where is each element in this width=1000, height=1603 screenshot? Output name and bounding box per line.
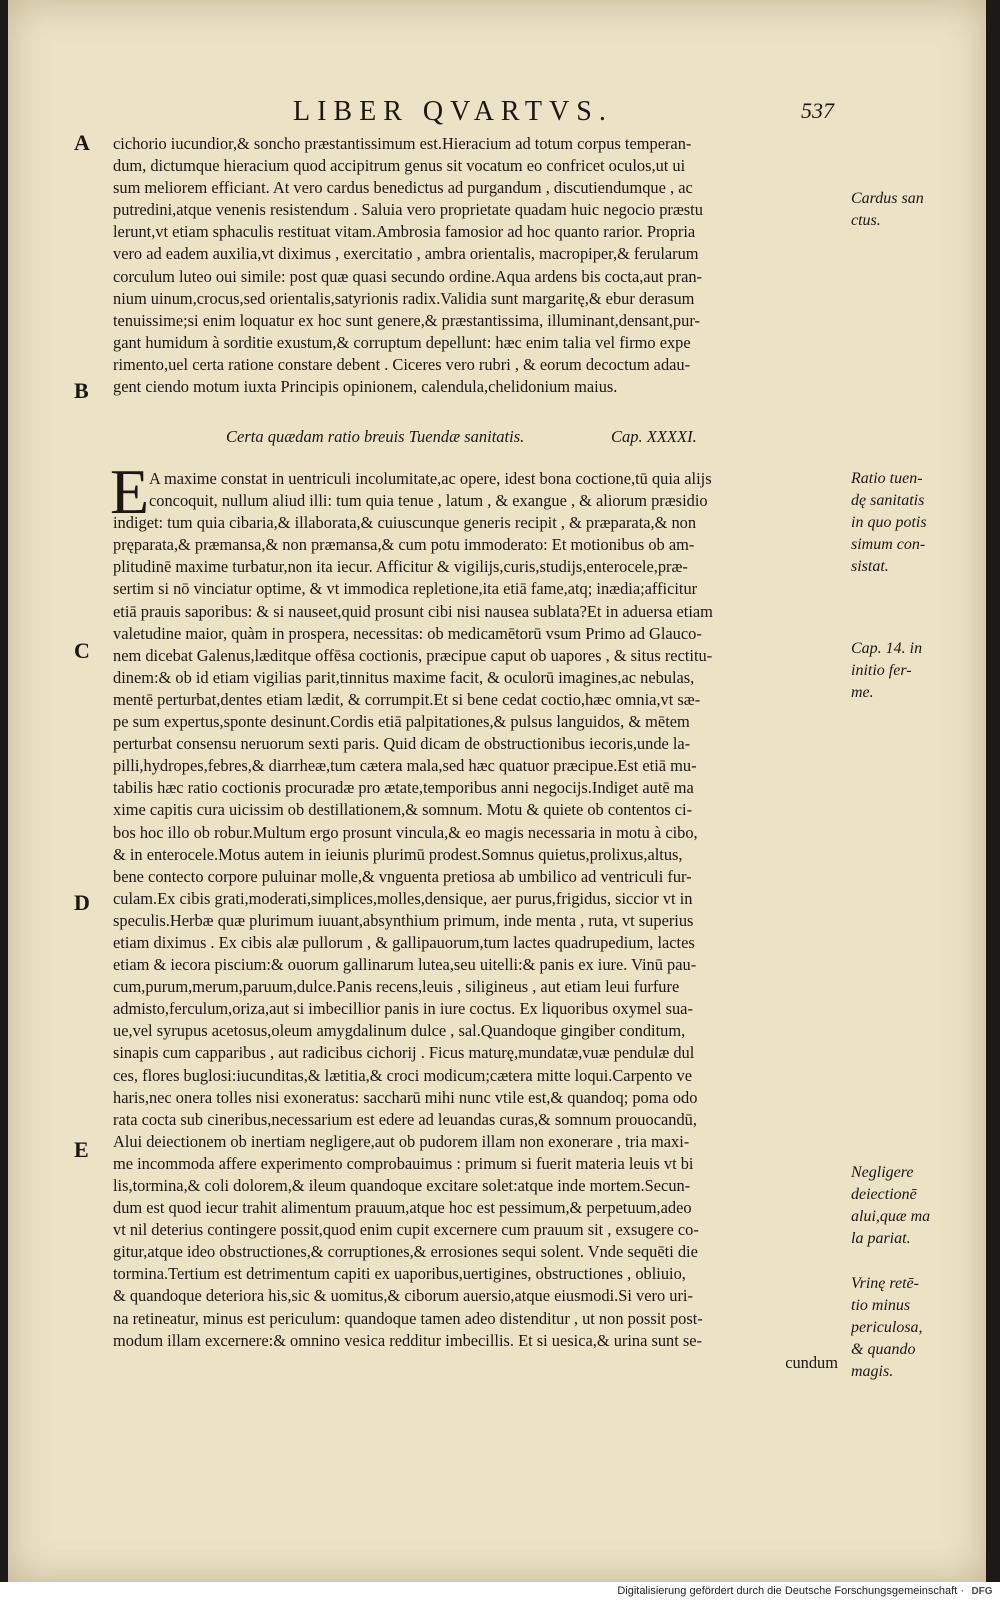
text-line: & quandoque deteriora his,sic & uomitus,& ciborum auersio,atque eiusmodi.Si vero uri- xyxy=(113,1286,693,1306)
text-line: plitudinē maxime turbatur,non ita iecur. Afficitur & vigilijs,curis,studijs,enterocele,præ- xyxy=(113,557,688,577)
catchword: cundum xyxy=(785,1352,838,1372)
text-line: dum, dictumque hieracium quod accipitrum genus sit vocatum eo confricet oculos,ut ui xyxy=(113,156,686,176)
marginal-line: initio fer- xyxy=(851,662,912,679)
marginal-line: dę sanitatis xyxy=(851,492,925,509)
page-header xyxy=(8,96,986,136)
text-line: cum,purum,merum,paruum,dulce.Panis recens,leuis , siligineus , aut etiam leui furfure xyxy=(113,977,680,997)
text-line: pilli,hydropes,febres,& diarrheæ,tum cætera mala,sed hæc quatuor præcipue.Est etiā mu- xyxy=(113,756,697,776)
marginal-line: & quando xyxy=(851,1341,916,1358)
marginal-line: periculosa, xyxy=(851,1319,923,1336)
marginal-note-cardus xyxy=(851,188,924,232)
section-marker-d: D xyxy=(74,890,90,915)
marginal-line: tio minus xyxy=(851,1297,911,1314)
text-line: haris,nec onera tolles nisi exoneratus: saccharū mihi nunc vtile est,& quandoq; poma odo xyxy=(113,1087,698,1107)
text-line: gitur,atque ideo obstructiones,& corruptiones,& errosiones sequi solent. Vnde sequēti die xyxy=(113,1242,698,1262)
top-paragraph xyxy=(113,133,838,398)
text-line: sinapis cum capparibus , aut radicibus cichorij . Ficus maturę,mundatæ,vuæ pendulæ dul xyxy=(113,1043,695,1063)
text-line: & in enterocele.Motus autem in ieiunis plurimū prodest.Somnus quietus,prolixus,altus, xyxy=(113,844,683,864)
text-line: putredini,atque venenis resistendum . Saluia vero proprietate quadam huic negocio præstu xyxy=(113,200,703,220)
text-line: sum meliorem efficiant. At vero cardus benedictus ad purgandum , discutiendumque , ac xyxy=(113,178,693,198)
text-line: nem dicebat Galenus,læditque offēsa coctionis, præcipue caput ob uapores , & situs rectitu- xyxy=(113,645,713,665)
section-marker-e: E xyxy=(74,1137,89,1162)
text-line: lis,tormina,& coli dolorem,& ileum quandoque excitare solet:atque inde mortem.Secun- xyxy=(113,1176,691,1195)
text-line: dum est quod iecur trahit alimentum prauum,atque hoc est pessimum,& perpetuum,adeo xyxy=(113,1198,692,1218)
text-line: pe sum expertus,sponte desinunt.Cordis etiā palpitationes,& pulsus languidos, & mētem xyxy=(113,712,690,732)
text-line: tenuissime;si enim loquatur ex hoc sunt genere,& præstantissima, illuminant,densant,pur- xyxy=(113,310,700,330)
text-line: corculum luteo oui simile: post quæ quasi secundo ordine.Aqua ardens bis cocta,aut pran- xyxy=(113,266,703,286)
text-line: vero ad eadem auxilia,vt diximus , exercitatio , ambra orientalis, macropiper,& ferularum xyxy=(113,244,699,264)
text-line: rimento,uel certa ratione constare debent . Ciceres vero rubri , & eorum decoctum adau- xyxy=(113,354,691,374)
marginal-line: la pariat. xyxy=(851,1230,911,1247)
page-number: 537 xyxy=(801,98,834,123)
text-line: speculis.Herbæ quæ plurimum iuuant,absynthium primum, inde menta , ruta, vt superius xyxy=(113,910,694,930)
marginal-line: sistat. xyxy=(851,558,889,575)
marginal-line: Cardus san xyxy=(851,190,924,207)
marginal-line: magis. xyxy=(851,1363,894,1380)
section-marker-a: A xyxy=(74,130,90,155)
text-line: perturbat consensu neruorum sexti paris. Quid dicam de obstructionibus iecoris,unde la- xyxy=(113,734,691,754)
marginal-note-ratio xyxy=(851,468,927,578)
text-line: gant humidum à sorditie exustum,& corruptum depellunt: hæc enim talia vel firmo expe xyxy=(113,332,691,352)
text-line: tormina.Tertium est detrimentum capiti ex uaporibus,uertigines, obstructiones , obliuio, xyxy=(113,1264,686,1284)
text-line: gent ciendo motum iuxta Principis opinionem, calendula,chelidonium maius. xyxy=(113,377,618,397)
text-line: etiā prauis saporibus: & si nauseet,quid prosunt cibi nisi nausea sublata?Et in aduersa etiam xyxy=(113,601,713,621)
marginal-line: Ratio tuen- xyxy=(851,470,923,487)
funding-credit: Digitalisierung gefördert durch die Deutsche Forschungsgemeinschaft · xyxy=(617,1585,964,1597)
text-line: ces, flores buglosi:iucunditas,& lætitia,& croci modicum;cætera mitte loqui.Carpento ve xyxy=(113,1065,693,1085)
text-line: mentē perturbat,dentes etiam lædit, & corrumpit.Et si bene cedat coctio,hæc omnia,vt sæ- xyxy=(113,689,701,709)
marginal-line: simum con- xyxy=(851,536,926,553)
marginal-note-vrine xyxy=(851,1273,923,1383)
dfg-logo-icon: DFG xyxy=(971,1586,993,1597)
marginal-note-negligere xyxy=(851,1162,930,1250)
text-line: culam.Ex cibis grati,moderati,simplices,molles,densique, aer purus,frigidus, siccior vt in xyxy=(113,888,693,908)
text-line: lerunt,vt etiam sphaculis restituat vitam.Ambrosia famosior ad hoc quanto rarior. Propria xyxy=(113,222,696,242)
text-line: admisto,ferculum,oriza,aut si imbecillior panis in iure coctus. Ex liquoribus oxymel sua- xyxy=(113,999,693,1019)
marginal-note-cap14 xyxy=(851,638,922,704)
footer-bar xyxy=(0,1582,1000,1603)
text-line: modum illam excernere:& omnino vesica redditur imbecillis. Et si uesica,& urina sunt se- xyxy=(113,1330,702,1350)
section-marker-c: C xyxy=(74,638,90,663)
marginal-line: Vrinę retē- xyxy=(851,1275,919,1292)
book-page xyxy=(8,0,986,1582)
text-line: vt nil deterius contingere possit,quod enim cupit excernere cum prauum sit , exsugere co- xyxy=(113,1220,699,1240)
text-line: A maxime constat in uentriculi incolumitate,ac opere, idest bona coctione,tū quia alijs xyxy=(149,469,712,488)
marginal-line: me. xyxy=(851,684,874,701)
text-line: Alui deiectionem ob inertiam negligere,aut ob pudorem illam non exonerare , tria maxi- xyxy=(113,1131,690,1151)
text-line: indiget: tum quia cibaria,& illaborata,& cuiuscunque generis recipit , & præparata,& non xyxy=(113,513,697,533)
running-head: LIBER QVARTVS. xyxy=(293,96,613,127)
marginal-line: deiectionē xyxy=(851,1186,917,1203)
chapter-heading xyxy=(8,427,986,451)
marginal-line: Negligere xyxy=(851,1164,914,1181)
text-line: cichorio iucundior,& soncho præstantissimum est.Hieracium ad totum corpus temperan- xyxy=(113,134,692,153)
text-line: concoquit, nullum aliud illi: tum quia tenue , latum , & exangue , & aliorum præsidio xyxy=(149,491,708,511)
text-line: valetudine maior, quàm in prospera, necessitas: ob medicamētorū vsum Primo ad Glauco- xyxy=(113,623,702,643)
marginal-line: Cap. 14. in xyxy=(851,640,923,657)
chapter-body xyxy=(113,468,838,1374)
marginal-line: ctus. xyxy=(851,212,881,229)
text-line: dinem:& ob id etiam vigilias parit,tinnitus maxime facit, & oculorū imagines,ac nebulas, xyxy=(113,667,695,687)
text-line: na retineatur, minus est periculum: quandoque tamen adeo distenditur , ut non possit post- xyxy=(113,1308,703,1328)
text-line: etiam & iecora piscium:& ouorum gallinarum lutea,seu uitelli:& panis ex iure. Vinū pau- xyxy=(113,955,697,975)
text-line: pręparata,& præmansa,& non præmansa,& cum potu immoderato: Et motionibus ob am- xyxy=(113,535,695,555)
text-line: nium uinum,crocus,sed orientalis,satyrionis radix.Validia sunt margaritę,& ebur derasum xyxy=(113,288,695,308)
marginal-line: alui,quæ ma xyxy=(851,1208,931,1225)
section-marker-b: B xyxy=(74,378,89,403)
drop-cap: E xyxy=(110,456,150,527)
text-line: ue,vel syrupus acetosus,oleum amygdalinum dulce , sal.Quandoque gingiber conditum, xyxy=(113,1021,686,1041)
text-line: xime capitis cura uicissim ob destillationem,& somnum. Motu & quiete ob contentos ci- xyxy=(113,800,693,820)
chapter-title: Certa quædam ratio breuis Tuendæ sanitatis. xyxy=(226,427,525,446)
marginal-line: in quo potis xyxy=(851,514,927,531)
text-line: bene contecto corpore puluinar molle,& vnguenta pretiosa ab umbilico ad ventriculi fur- xyxy=(113,866,692,886)
text-line: me incommoda affere experimento comprobauimus : primum si fuerit materia leuis vt bi xyxy=(113,1153,694,1173)
text-line: bos hoc illo ob robur.Multum ergo prosunt vincula,& eo magis necessaria in motu à cibo, xyxy=(113,822,698,842)
text-line: tabilis hæc ratio coctionis procuradæ pro ætate,temporibus anni negocijs.Indiget autē ma xyxy=(113,778,694,798)
text-line: rata cocta sub cineribus,necessarium est edere ad leuandas curas,& somnum prouocandū, xyxy=(113,1109,697,1129)
text-line: etiam diximus . Ex cibis alæ pullorum , & gallipauorum,tum lactes quadrupedium, lactes xyxy=(113,932,695,952)
chapter-number: Cap. XXXXI. xyxy=(611,427,697,446)
text-line: sertim si nō vinciatur optime, & vt immodica repletione,ita etiā fame,atq; inædia;afficitur xyxy=(113,579,698,599)
